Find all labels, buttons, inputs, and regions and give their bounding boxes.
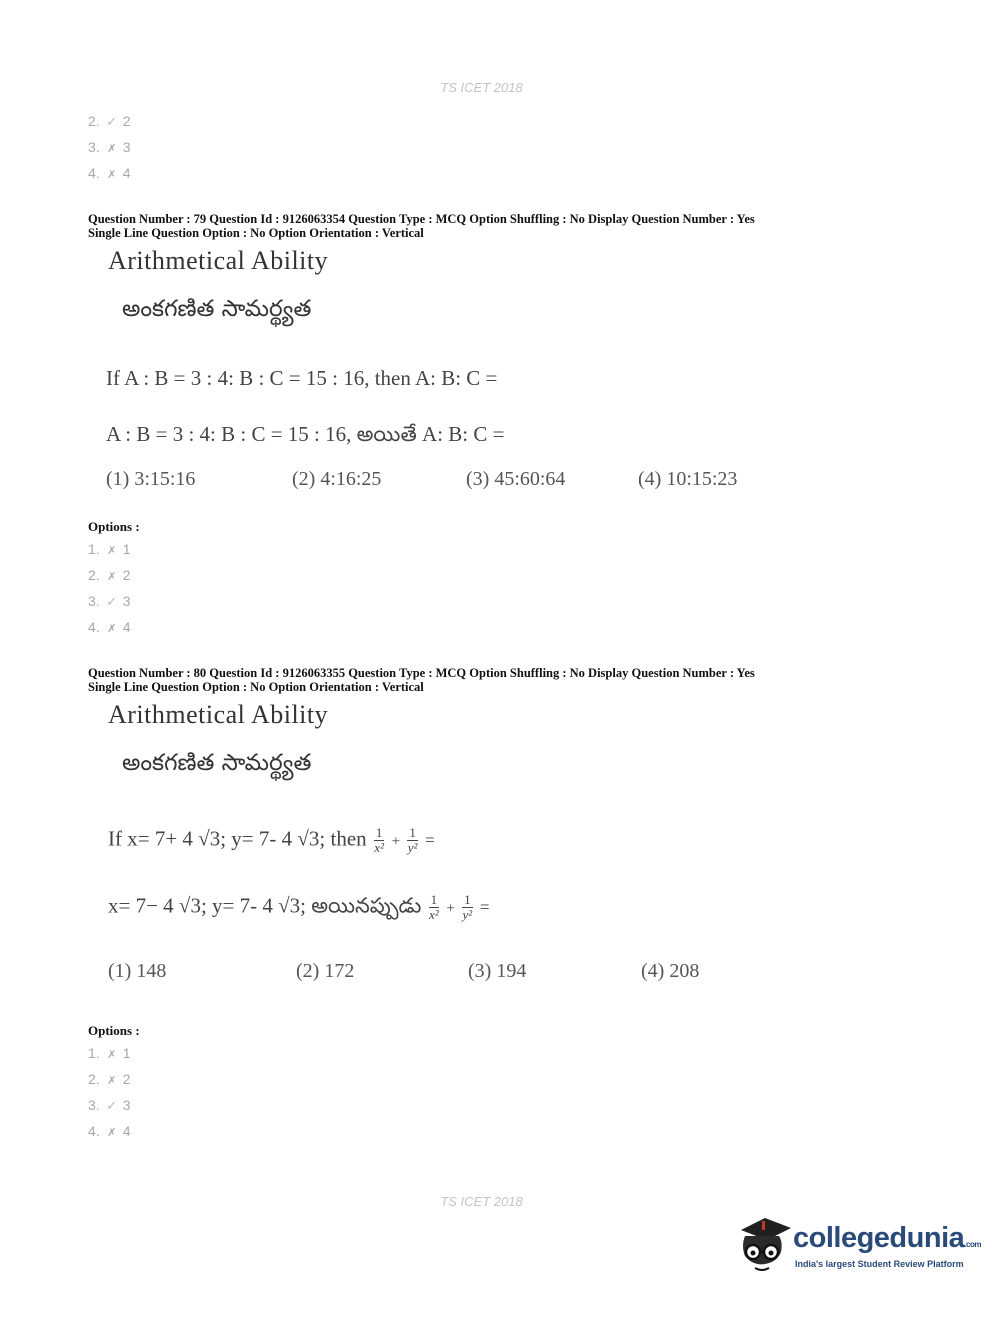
- fraction-one-over-x-squared: $\frac{1}{\text{x²}}$: [429, 892, 439, 922]
- question-meta-line1: Question Number : 79 Question Id : 9126063354 Question Type : MCQ Option Shuffling : No Display Question Number : Yes: [88, 212, 755, 226]
- question-meta-line2: Single Line Question Option : No Option Orientation : Vertical: [88, 680, 424, 694]
- subject-title-telugu: అంకగణిత సామర్థ్యత: [122, 750, 312, 776]
- option-number: 4.: [88, 619, 100, 635]
- option-row: [88, 1122, 130, 1140]
- question-meta-line1: Question Number : 80 Question Id : 9126063355 Question Type : MCQ Option Shuffling : No Display Question Number : Yes: [88, 666, 755, 680]
- question-text-english: [108, 826, 435, 855]
- option-row: [88, 566, 130, 584]
- graduate-mascot-icon: [735, 1212, 793, 1278]
- answer-choice: (3) 194: [468, 960, 527, 982]
- option-value: 4: [122, 619, 131, 635]
- wrong-cross-icon: ✗: [107, 1075, 117, 1087]
- wrong-cross-icon: ✗: [107, 169, 117, 181]
- option-row: [88, 1070, 130, 1088]
- option-value: 2: [122, 567, 131, 583]
- plus-sign: +: [446, 900, 455, 917]
- equals-sign: =: [425, 830, 435, 850]
- option-value: 3: [122, 139, 131, 155]
- correct-check-icon: ✓: [106, 1098, 118, 1113]
- logo-wordmark: collegedunia.com: [793, 1222, 981, 1254]
- option-value: 1: [122, 1045, 131, 1061]
- option-number: 3.: [88, 1097, 100, 1113]
- option-value: 4: [122, 165, 131, 181]
- footer-watermark: TS ICET 2018: [440, 1194, 523, 1209]
- option-row: [88, 112, 130, 130]
- equals-sign: =: [479, 897, 490, 917]
- option-row: [88, 138, 130, 156]
- option-value: 3: [122, 593, 131, 609]
- wrong-cross-icon: ✗: [107, 623, 117, 635]
- correct-check-icon: ✓: [106, 114, 118, 129]
- answer-choice: (3) 45:60:64: [466, 468, 566, 490]
- fraction-one-over-x-squared: $\frac{1}{\text{x²}}$: [374, 825, 384, 855]
- question-text-telugu: [108, 893, 489, 923]
- option-number: 3.: [88, 593, 100, 609]
- question-text-english: If A : B = 3 : 4: B : C = 15 : 16, then A: B: C =: [106, 366, 498, 390]
- option-value: 1: [122, 541, 131, 557]
- correct-check-icon: ✓: [106, 594, 118, 609]
- options-label: Options :: [88, 519, 140, 534]
- wrong-cross-icon: ✗: [107, 571, 117, 583]
- option-row: [88, 540, 130, 558]
- wrong-cross-icon: ✗: [107, 1049, 117, 1061]
- answer-choice: (2) 4:16:25: [292, 468, 382, 490]
- subject-title-telugu: అంకగణిత సామర్థ్యత: [122, 296, 312, 322]
- option-row: [88, 164, 130, 182]
- header-watermark: TS ICET 2018: [440, 80, 523, 95]
- option-row: [88, 592, 130, 610]
- option-number: 1.: [88, 1045, 100, 1061]
- wrong-cross-icon: ✗: [107, 1127, 117, 1139]
- option-row: [88, 1096, 130, 1114]
- option-number: 3.: [88, 139, 100, 155]
- wrong-cross-icon: ✗: [107, 143, 117, 155]
- option-row: [88, 618, 130, 636]
- options-label: Options :: [88, 1023, 140, 1038]
- option-value: 3: [122, 1097, 131, 1113]
- subject-title-english: Arithmetical Ability: [108, 700, 329, 729]
- option-value: 2: [122, 113, 131, 129]
- option-number: 2.: [88, 1071, 100, 1087]
- subject-title-english: Arithmetical Ability: [108, 246, 329, 275]
- option-number: 2.: [88, 113, 100, 129]
- plus-sign: +: [391, 833, 401, 850]
- option-number: 4.: [88, 165, 100, 181]
- fraction-one-over-y-squared: $\frac{1}{\text{y²}}$: [407, 825, 418, 855]
- answer-choice: (1) 148: [108, 960, 167, 982]
- answer-choice: (2) 172: [296, 960, 355, 982]
- answer-choice: (1) 3:15:16: [106, 468, 196, 490]
- option-number: 1.: [88, 541, 100, 557]
- option-value: 4: [122, 1123, 131, 1139]
- option-number: 4.: [88, 1123, 100, 1139]
- option-number: 2.: [88, 567, 100, 583]
- answer-choice: (4) 10:15:23: [638, 468, 738, 490]
- logo-tagline: India's largest Student Review Platform: [795, 1259, 964, 1269]
- question-text-telugu: A : B = 3 : 4: B : C = 15 : 16, అయితే A: B: C =: [106, 422, 505, 446]
- question-meta-line2: Single Line Question Option : No Option Orientation : Vertical: [88, 226, 424, 240]
- logo-domain-suffix: .com: [964, 1240, 981, 1249]
- option-row: [88, 1044, 130, 1062]
- answer-choice: (4) 208: [641, 960, 700, 982]
- wrong-cross-icon: ✗: [107, 545, 117, 557]
- fraction-one-over-y-squared: $\frac{1}{\text{y²}}$: [462, 892, 473, 922]
- question-expression: x= 7− 4 √3; y= 7- 4 √3; అయినప్పుడు: [108, 893, 422, 918]
- question-expression: If x= 7+ 4 √3; y= 7- 4 √3; then: [108, 826, 367, 851]
- option-value: 2: [122, 1071, 131, 1087]
